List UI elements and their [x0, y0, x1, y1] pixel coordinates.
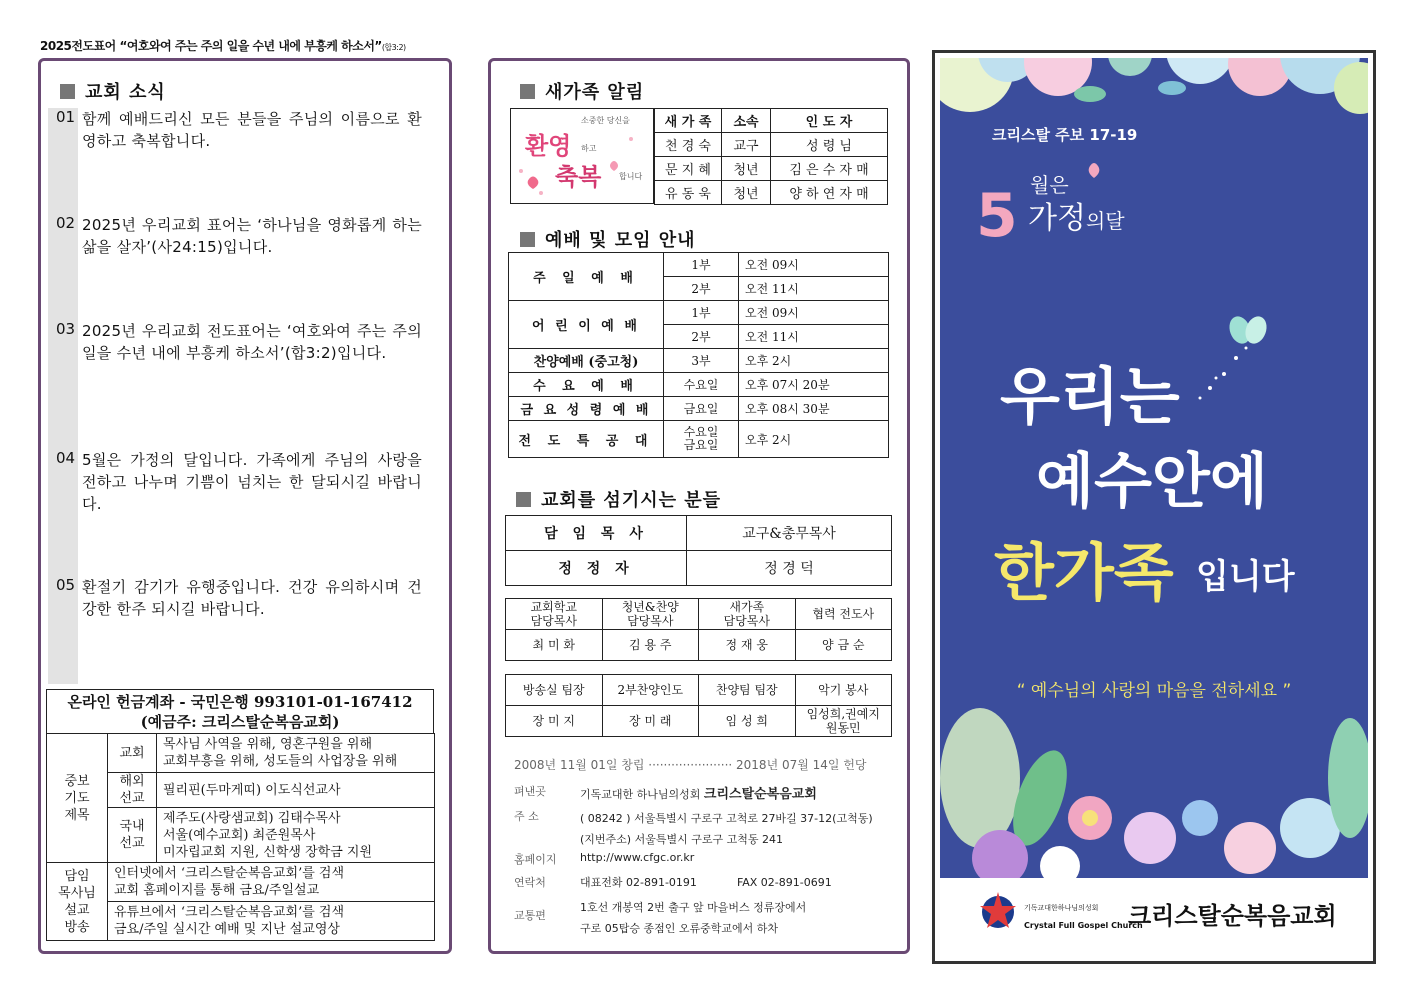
staff-name-line: 임성희,권예지 [806, 707, 880, 721]
column-header: 인 도 자 [771, 109, 888, 133]
service-time: 오전 11시 [739, 277, 889, 301]
dot-decoration [539, 191, 543, 195]
sermon-line: 교회 홈페이지를 통해 금요/주일설교 [114, 883, 320, 898]
info-label: 주 소 [514, 810, 539, 823]
table-row [655, 157, 888, 181]
sermon-label: 설교 [64, 902, 90, 918]
prayer-category-line: 국내 [119, 819, 145, 834]
new-member-guide: 성 령 님 [771, 133, 888, 157]
table-row [506, 516, 892, 551]
news-item [48, 576, 430, 620]
news-text: 환절기 감기가 유행중입니다. 건강 유의하시며 건강한 한주 되시길 바랍니다. [82, 578, 422, 618]
prayer-category [108, 808, 157, 863]
staff-role: 협력 전도사 [795, 599, 892, 630]
fax-number: FAX 02-891-0691 [736, 876, 832, 889]
prayer-line: 서울(예수교회) 최준원목사 [163, 827, 316, 843]
staff-name-line: 원동민 [825, 721, 861, 735]
transport-line: 구로 05탑승 종점인 오류중학교에서 하차 [580, 922, 778, 935]
table-row [506, 630, 892, 661]
service-time: 오후 2시 [739, 421, 889, 458]
prayer-label: 중보 [64, 773, 90, 789]
cover-quote: “ 예수님의 사랑의 마음을 전하세요 ” [1016, 681, 1292, 701]
staff-role: 악기 봉사 [795, 675, 892, 706]
table-row [509, 301, 889, 325]
news-text: 함께 예배드리신 모든 분들을 주님의 이름으로 환영하고 축복합니다. [82, 110, 422, 150]
table-row [509, 253, 889, 277]
butterfly-icon [1226, 313, 1270, 346]
table-row [655, 133, 888, 157]
news-text: 2025년 우리교회 전도표어는 ‘여호와여 주는 주의 일을 수년 내에 부흥케 하소서’(합3:2)입니다. [82, 322, 422, 362]
logo-korean-name: 크리스탈순복음교회 [1128, 902, 1337, 930]
table-row [47, 863, 435, 902]
new-member-name: 유 동 욱 [655, 181, 722, 205]
table-row [509, 349, 889, 373]
service-time: 오전 09시 [739, 301, 889, 325]
info-label: 연락처 [514, 876, 546, 889]
service-part: 금요일 [664, 397, 739, 421]
staff-role: 2부찬양인도 [602, 675, 699, 706]
church-logo [940, 878, 1368, 956]
service-time: 오후 2시 [739, 349, 889, 373]
table-row [506, 599, 892, 630]
staff-role: 방송실 팀장 [506, 675, 603, 706]
publisher-prefix: 기독교대한 하나님의성회 [580, 788, 701, 801]
square-bullet-icon [520, 232, 535, 247]
address-line: (지번주소) 서울특별시 구로구 고척동 241 [580, 833, 783, 846]
month-title [1028, 201, 1125, 236]
sermon-label: 담임 [64, 868, 90, 884]
sparkle-decoration [1199, 347, 1248, 400]
month-main: 가정 [1028, 201, 1086, 236]
staff-role-line: 청년&찬양 [621, 600, 679, 614]
staff-name: 임 성 희 [699, 706, 796, 737]
flower-icon [1182, 800, 1218, 836]
service-day: 수요일 [683, 425, 719, 439]
heart-icon [610, 161, 618, 171]
staff-role-line: 담당목사 [627, 614, 674, 628]
transport-row [514, 897, 806, 939]
flower-icon [1040, 846, 1080, 878]
staff-role: 찬양팀 팀장 [699, 675, 796, 706]
sermon-label-cell [47, 863, 108, 941]
pastor-table [505, 515, 892, 586]
transport-line: 1호선 개봉역 2번 출구 앞 마을버스 정류장에서 [580, 901, 807, 914]
welcome-blessing-image [510, 108, 654, 204]
month-number: 5 [976, 181, 1018, 251]
info-label: 홈페이지 [514, 853, 557, 866]
evangelism-motto [40, 37, 406, 54]
table-row [506, 551, 892, 586]
service-day: 금요일 [683, 438, 719, 452]
heart-icon [1089, 163, 1100, 178]
flower-icon [1224, 822, 1276, 874]
news-text: 5월은 가정의 달입니다. 가족에게 주님의 사랑을 전하고 나누며 기쁨이 넘치는 한 달되시길 바랍니다. [82, 451, 422, 513]
leaf-decoration [1108, 58, 1152, 76]
table-row [509, 373, 889, 397]
month-small: 월은 [1030, 173, 1069, 197]
staff-role [602, 599, 699, 630]
offering-holder-line: (예금주: 크리스탈순복음교회) [140, 713, 340, 731]
leaf-decoration [1074, 86, 1106, 102]
news-item [48, 214, 430, 258]
service-name: 어 린 이 예 배 [509, 301, 664, 349]
staff-name: 정 재 웅 [699, 630, 796, 661]
service-part: 1부 [664, 253, 739, 277]
service-name: 금 요 성 령 예 배 [509, 397, 664, 421]
service-part: 2부 [664, 325, 739, 349]
table-row [506, 675, 892, 706]
flower-center [1082, 810, 1098, 826]
welcome-big-text: 환영 [525, 131, 572, 160]
prayer-category: 교회 [108, 734, 157, 773]
new-family-table [654, 108, 888, 205]
service-part: 3부 [664, 349, 739, 373]
info-label: 교통편 [514, 909, 546, 922]
service-name: 찬양예배 (중고청) [509, 349, 664, 373]
address-line: ( 08242 ) 서울특별시 구로구 고척로 27바길 37-12(고척동) [580, 812, 873, 825]
sermon-line: 금요/주일 실시간 예배 및 지난 설교영상 [114, 922, 340, 937]
staff-role [506, 599, 603, 630]
staff-role: 담 임 목 사 [506, 516, 687, 551]
worship-schedule-table [508, 252, 889, 458]
service-name: 주 일 예 배 [509, 253, 664, 301]
staff-name: 정 경 덕 [687, 551, 892, 586]
offering-account-line: 온라인 헌금계좌 - 국민은행 993101-01-167412 [67, 693, 413, 711]
worship-title: 예배 및 모임 안내 [545, 230, 696, 251]
prayer-category-line: 선교 [119, 836, 145, 851]
phone-number: 대표전화 02-891-0191 [580, 876, 697, 889]
prayer-line: 제주도(사랑샘교회) 김태수목사 [163, 810, 341, 826]
prayer-line: 목사님 사역을 위해, 영혼구원을 위해 [163, 737, 373, 752]
church-history: 2008년 11월 01일 창립 ······················ 2018년 07월 14일 헌당 [514, 758, 867, 772]
square-bullet-icon [520, 84, 535, 99]
staff-role-line: 교회학교 [530, 600, 577, 614]
news-item [48, 320, 430, 364]
table-row [509, 421, 889, 458]
news-item [48, 108, 430, 152]
prayer-line: 필리핀(두마게띠) 이도식선교사 [157, 773, 435, 808]
cover-illustration [940, 58, 1368, 878]
news-number: 04 [56, 449, 76, 467]
table-row [47, 734, 435, 773]
table-header-row [655, 109, 888, 133]
column-header: 새 가 족 [655, 109, 722, 133]
staff-heading [516, 486, 721, 512]
cover-art [940, 58, 1368, 878]
staff-role-line: 담당목사 [530, 614, 577, 628]
table-row [655, 181, 888, 205]
news-number: 02 [56, 214, 76, 232]
flower-icon [1124, 812, 1176, 864]
prayer-content [157, 734, 435, 773]
welcome-small-text: 소중한 당신을 [581, 116, 630, 125]
new-member-group: 청년 [722, 157, 771, 181]
service-name: 수 요 예 배 [509, 373, 664, 397]
welcome-calligraphy-graphic [511, 109, 653, 203]
square-bullet-icon [60, 84, 75, 99]
service-time: 오전 09시 [739, 253, 889, 277]
info-label: 펴낸곳 [514, 785, 546, 798]
service-time: 오후 07시 20분 [739, 373, 889, 397]
logo-small-text: 기독교대한하나님의성회 [1024, 904, 1099, 912]
prayer-category-line: 선교 [119, 791, 145, 806]
dot-decoration [519, 169, 523, 173]
welcome-end-text: 합니다 [619, 172, 643, 181]
news-number: 03 [56, 320, 76, 338]
staff-name: 장 미 래 [602, 706, 699, 737]
homepage-link[interactable]: http://www.cfgc.or.kr [580, 851, 695, 864]
motto-text: 2025전도표어 “여호와여 주는 주의 일을 수년 내에 부흥케 하소서” [40, 39, 382, 53]
staff-name: 김 용 주 [602, 630, 699, 661]
leaf-decoration [1158, 81, 1186, 95]
square-bullet-icon [516, 492, 531, 507]
flower-petal-decoration [1166, 58, 1234, 84]
staff-name: 양 금 순 [795, 630, 892, 661]
staff-role-line: 담당목사 [723, 614, 770, 628]
sermon-label: 방송 [64, 919, 90, 935]
staff-role-line: 새가족 [729, 600, 765, 614]
table-row [506, 706, 892, 737]
sermon-line: 인터넷에서 ‘크리스탈순복음교회’를 검색 [114, 866, 345, 881]
column-header: 소속 [722, 109, 771, 133]
prayer-label-cell [47, 734, 108, 863]
prayer-category [108, 773, 157, 808]
bulletin-number: 크리스탈 주보 17-19 [992, 126, 1138, 144]
new-family-heading [520, 78, 644, 104]
new-member-name: 천 경 숙 [655, 133, 722, 157]
prayer-category-line: 해외 [119, 774, 145, 789]
table-row [509, 397, 889, 421]
contact-row [514, 874, 832, 890]
new-member-name: 문 지 혜 [655, 157, 722, 181]
staff-name: 최 미 화 [506, 630, 603, 661]
online-offering-account [46, 689, 434, 733]
motto-ref: (합3:2) [381, 43, 406, 52]
heart-icon [528, 177, 539, 190]
news-item [48, 449, 430, 515]
prayer-label: 기도 [64, 790, 90, 806]
prayer-line: 미자립교회 지원, 신학생 장학금 지원 [163, 844, 373, 860]
cover-line-3-suffix: 입니다 [1196, 557, 1295, 597]
address-row [514, 808, 873, 850]
service-name: 전 도 특 공 대 [509, 421, 664, 458]
service-part: 1부 [664, 301, 739, 325]
church-logo-bar [940, 878, 1368, 956]
sermon-content [108, 863, 435, 902]
prayer-content [157, 808, 435, 863]
service-part: 2부 [664, 277, 739, 301]
service-part: 수요일 [664, 373, 739, 397]
new-member-guide: 김 은 수 자 매 [771, 157, 888, 181]
team-leaders-table [505, 674, 892, 737]
blessing-big-text: 축복 [555, 162, 602, 191]
dot-decoration [629, 137, 633, 141]
news-number: 05 [56, 576, 76, 594]
service-part [664, 421, 739, 458]
service-time: 오전 11시 [739, 325, 889, 349]
ministers-table [505, 598, 892, 661]
prayer-sermon-table [46, 733, 435, 941]
service-time: 오후 08시 30분 [739, 397, 889, 421]
new-family-title: 새가족 알림 [545, 82, 645, 103]
news-number: 01 [56, 108, 76, 126]
church-news-heading [60, 78, 166, 104]
sermon-label: 목사님 [58, 885, 96, 901]
worship-heading [520, 226, 696, 252]
staff-name: 장 미 지 [506, 706, 603, 737]
publisher-row [514, 783, 817, 802]
sermon-content [108, 902, 435, 941]
staff-name [795, 706, 892, 737]
staff-title: 교회를 섬기시는 분들 [541, 490, 722, 511]
prayer-label: 제목 [64, 807, 90, 823]
staff-role [699, 599, 796, 630]
cover-line-1: 우리는 [1000, 360, 1180, 433]
new-member-group: 교구 [722, 133, 771, 157]
church-news-title: 교회 소식 [85, 82, 166, 103]
sermon-line: 유튜브에서 ‘크리스탈순복음교회’를 검색 [114, 905, 345, 920]
prayer-line: 교회부흥을 위해, 성도들의 사업장을 위해 [163, 754, 398, 769]
leaf-decoration [940, 708, 1020, 848]
staff-name: 교구&총무목사 [687, 516, 892, 551]
welcome-mid-text: 하고 [581, 144, 597, 153]
staff-role: 정 정 자 [506, 551, 687, 586]
new-member-group: 청년 [722, 181, 771, 205]
logo-english-name: Crystal Full Gospel Church [1024, 921, 1143, 930]
new-member-guide: 양 하 연 자 매 [771, 181, 888, 205]
news-text: 2025년 우리교회 표어는 ‘하나님을 영화롭게 하는 삶을 살자’(사24:15)입니다. [82, 216, 422, 256]
publisher-name: 크리스탈순복음교회 [703, 787, 817, 802]
month-suffix: 의달 [1085, 209, 1125, 233]
homepage-row [514, 851, 694, 867]
cover-line-3: 한가족 [994, 536, 1174, 609]
cover-line-2: 예수안에 [1036, 447, 1268, 517]
